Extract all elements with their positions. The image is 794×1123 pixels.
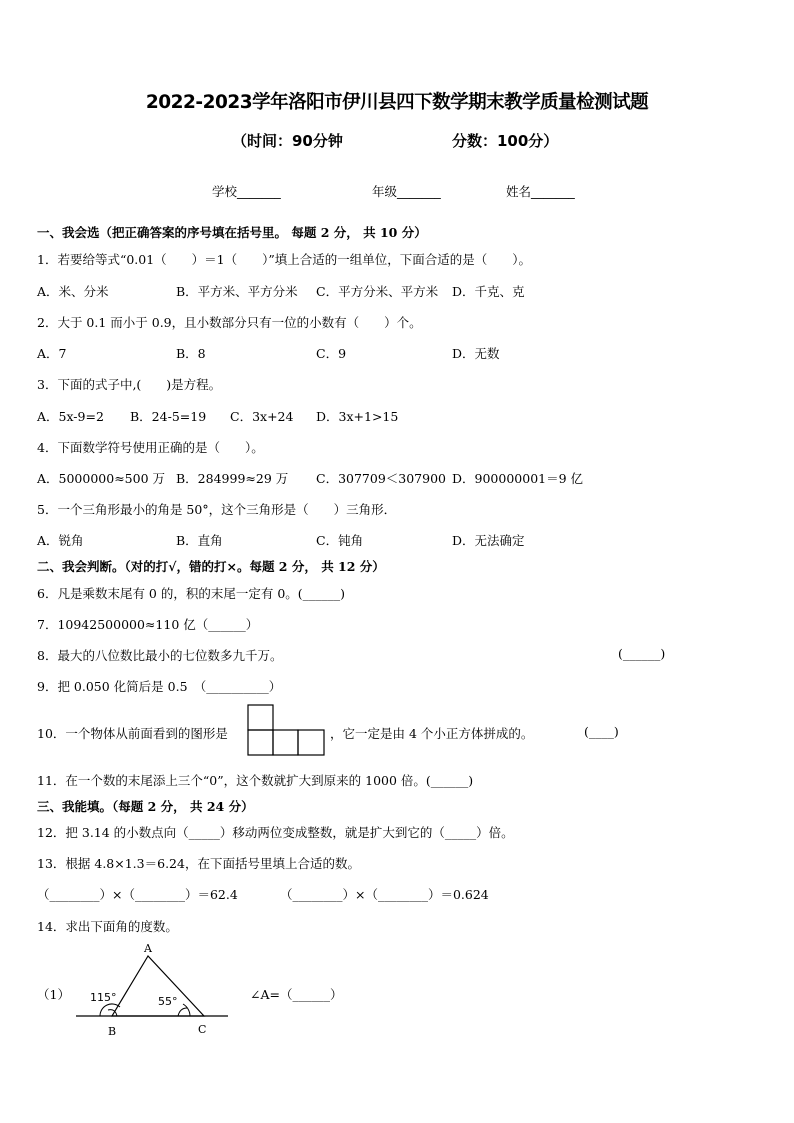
q5-option-d: D．无法确定 [452,533,525,548]
q4-option-d: D．900000001＝9 亿 [452,471,584,486]
q10-answer-blank[interactable]: (____) [584,724,619,739]
vertex-c-label: C [198,1023,207,1036]
question-12: 12．把 3.14 的小数点向（_____）移动两位变成整数，就是扩大到它的（_____）倍。 [37,825,514,840]
triangle-figure [70,938,235,1040]
question-7: 7．10942500000≈110 亿（______） [37,617,259,632]
section-1-heading: 一、我会选（把正确答案的序号填在括号里。 每题 2 分， 共 10 分） [37,225,427,240]
section-3-heading: 三、我能填。（每题 2 分， 共 24 分） [37,799,254,814]
question-6: 6．凡是乘数末尾有 0 的，积的末尾一定有 0。(______) [37,586,346,601]
q4-option-c: C．307709＜307900 [316,471,446,486]
q5-option-b: B．直角 [176,533,223,548]
q8-answer-blank[interactable]: (______) [618,646,666,661]
question-10-tail: ，它一定是由 4 个小正方体拼成的。 [330,726,534,741]
q2-option-b: B．8 [176,346,206,361]
vertex-a-label: A [144,942,152,955]
exam-time: （时间：90分钟 [232,132,343,150]
question-8: 8．最大的八位数比最小的七位数多九千万。 [37,648,283,663]
question-5: 5．一个三角形最小的角是 50°，这个三角形是（ ）三角形． [37,502,397,517]
q3-option-a: A．5x-9=2 [37,409,104,424]
q3-option-c: C．3x+24 [230,409,294,424]
q5-option-c: C．钝角 [316,533,364,548]
q14-part-label: （1） [37,987,70,1002]
question-2: 2．大于 0.1 而小于 0.9，且小数部分只有一位的小数有（ ）个。 [37,315,422,330]
question-14: 14．求出下面角的度数。 [37,919,178,934]
q1-option-a: A．米、分米 [37,284,109,299]
grade-field: 年级_______ [372,184,441,199]
exam-score: 分数：100分） [452,132,559,150]
question-4: 4．下面数学符号使用正确的是（ ）。 [37,440,264,455]
page-title: 2022-2023学年洛阳市伊川县四下数学期末教学质量检测试题 [145,92,649,113]
school-field: 学校_______ [212,184,281,199]
question-3: 3．下面的式子中,( )是方程。 [37,377,222,392]
vertex-b-label: B [108,1025,117,1038]
angle-a-answer[interactable]: ∠A=（______） [250,987,343,1002]
question-10-lead: 10．一个物体从前面看到的图形是 [37,726,228,741]
q13-part-b: （________）×（________）＝0.624 [280,887,489,902]
name-field: 姓名_______ [506,184,575,199]
q2-option-c: C．9 [316,346,347,361]
q2-option-a: A．7 [37,346,67,361]
angle-115-label: 115° [90,991,117,1004]
q3-option-b: B．24-5=19 [130,409,207,424]
q13-part-a: （________）×（________）＝62.4 [37,887,238,902]
front-view-figure [247,704,327,756]
q2-option-d: D．无数 [452,346,500,361]
angle-55-label: 55° [158,995,178,1008]
q1-option-d: D．千克、克 [452,284,525,299]
q4-option-a: A．5000000≈500 万 [37,471,166,486]
q1-option-c: C．平方分米、平方米 [316,284,439,299]
question-1: 1．若要给等式“0.01（ ）＝1（ ）”填上合适的一组单位，下面合适的是（ ）。 [37,252,532,267]
q3-option-d: D．3x+1>15 [316,409,399,424]
q1-option-b: B．平方米、平方分米 [176,284,298,299]
q5-option-a: A．锐角 [37,533,84,548]
question-13: 13．根据 4.8×1.3＝6.24，在下面括号里填上合适的数。 [37,856,360,871]
question-11: 11．在一个数的末尾添上三个“0”，这个数就扩大到原来的 1000 倍。(______) [37,773,474,788]
question-9: 9．把 0.050 化简后是 0.5 （__________） [37,679,282,694]
section-2-heading: 二、我会判断。（对的打√，错的打×。每题 2 分， 共 12 分） [37,559,385,574]
q4-option-b: B．284999≈29 万 [176,471,289,486]
